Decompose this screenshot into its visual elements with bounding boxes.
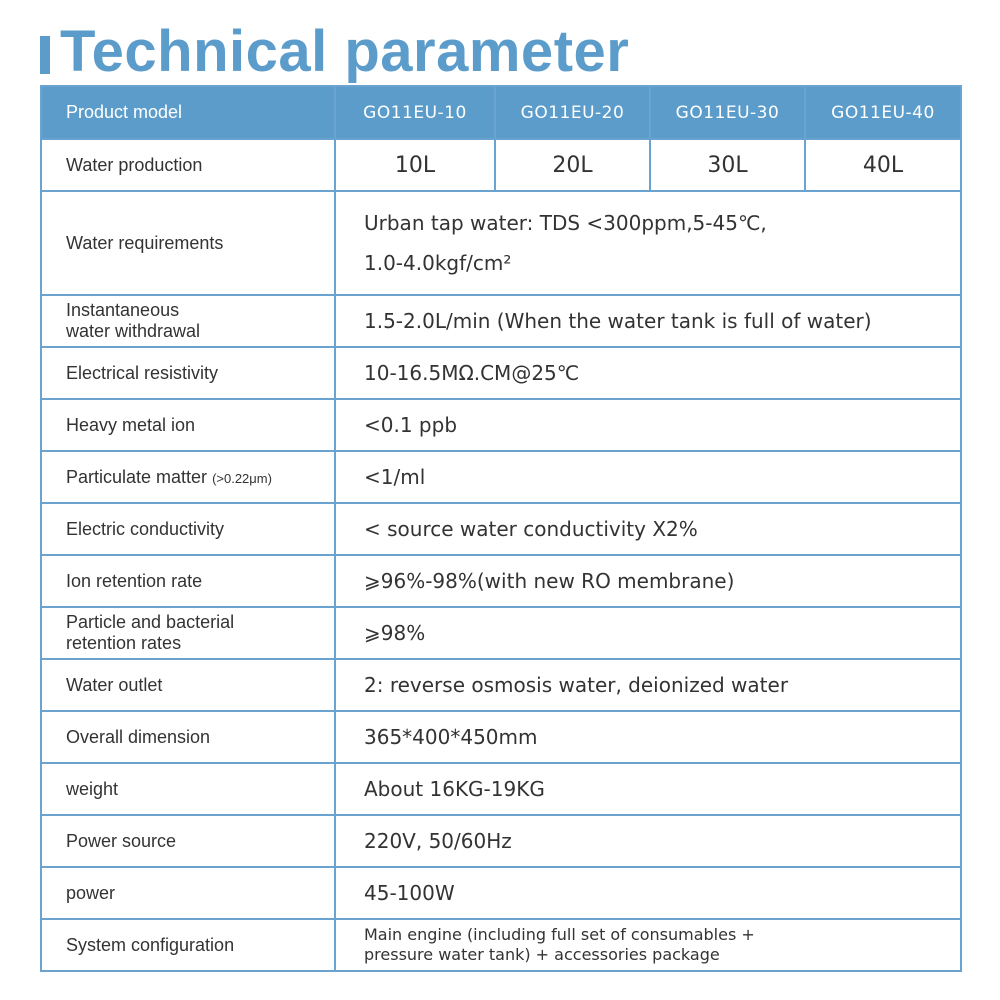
- row-value: ⩾98%: [335, 607, 961, 659]
- table-row: [41, 503, 961, 555]
- model-cell: GO11EU-20: [495, 86, 650, 139]
- table-row: [41, 399, 961, 451]
- table-row: [41, 555, 961, 607]
- spec-table: [40, 85, 962, 972]
- row-label: Heavy metal ion: [41, 399, 335, 451]
- row-label: System configuration: [41, 919, 335, 971]
- row-label: Water production: [41, 139, 335, 191]
- production-value: 10L: [335, 139, 495, 191]
- production-value: 30L: [650, 139, 805, 191]
- row-label: weight: [41, 763, 335, 815]
- table-row: [41, 711, 961, 763]
- table-row: [41, 607, 961, 659]
- row-value-line: pressure water tank) + accessories package: [364, 945, 720, 964]
- table-row: [41, 347, 961, 399]
- row-label: Ion retention rate: [41, 555, 335, 607]
- row-value: <1/ml: [335, 451, 961, 503]
- row-value: 365*400*450mm: [335, 711, 961, 763]
- row-label: Overall dimension: [41, 711, 335, 763]
- row-value: 220V, 50/60Hz: [335, 815, 961, 867]
- row-label: Electric conductivity: [41, 503, 335, 555]
- row-value: 1.5-2.0L/min (When the water tank is full of water): [335, 295, 961, 347]
- row-value-line: Main engine (including full set of consumables +: [364, 925, 755, 944]
- table-row: [41, 763, 961, 815]
- table-row: [41, 867, 961, 919]
- table-row: [41, 191, 961, 295]
- production-value: 40L: [805, 139, 961, 191]
- title-accent-bar: [40, 36, 50, 74]
- row-label: Water requirements: [41, 191, 335, 295]
- row-label: [41, 451, 335, 503]
- row-label: Power source: [41, 815, 335, 867]
- row-value: [335, 919, 961, 971]
- row-value-line: Urban tap water: TDS <300ppm,5-45℃,: [364, 211, 767, 235]
- row-label: Electrical resistivity: [41, 347, 335, 399]
- table-row: [41, 919, 961, 971]
- model-cell: GO11EU-40: [805, 86, 961, 139]
- table-row: [41, 139, 961, 191]
- row-value: <0.1 ppb: [335, 399, 961, 451]
- row-value-line: 1.0-4.0kgf/cm²: [364, 251, 512, 275]
- row-label-line: Instantaneous: [66, 300, 180, 320]
- table-row: [41, 659, 961, 711]
- table-row: [41, 815, 961, 867]
- row-label: power: [41, 867, 335, 919]
- row-label-note: (>0.22μm): [212, 470, 272, 486]
- row-label: Water outlet: [41, 659, 335, 711]
- row-value: 10-16.5MΩ.CM@25℃: [335, 347, 961, 399]
- page-title: Technical parameter: [60, 19, 630, 84]
- model-cell: GO11EU-30: [650, 86, 805, 139]
- row-value: 2: reverse osmosis water, deionized water: [335, 659, 961, 711]
- title-block: [40, 18, 629, 86]
- row-value: ⩾96%-98%(with new RO membrane): [335, 555, 961, 607]
- table-row: [41, 295, 961, 347]
- product-model-label: Product model: [41, 86, 335, 139]
- model-cell: GO11EU-10: [335, 86, 495, 139]
- row-label: [41, 607, 335, 659]
- row-value: [335, 191, 961, 295]
- row-label-line: water withdrawal: [66, 321, 201, 341]
- row-value: 45-100W: [335, 867, 961, 919]
- header-row: [41, 86, 961, 139]
- production-value: 20L: [495, 139, 650, 191]
- row-value: < source water conductivity X2%: [335, 503, 961, 555]
- table-row: [41, 451, 961, 503]
- row-label: [41, 295, 335, 347]
- row-value: About 16KG-19KG: [335, 763, 961, 815]
- row-label-line: Particle and bacterial: [66, 612, 235, 632]
- row-label-text: Particulate matter: [66, 466, 213, 487]
- row-label-line: retention rates: [66, 633, 182, 653]
